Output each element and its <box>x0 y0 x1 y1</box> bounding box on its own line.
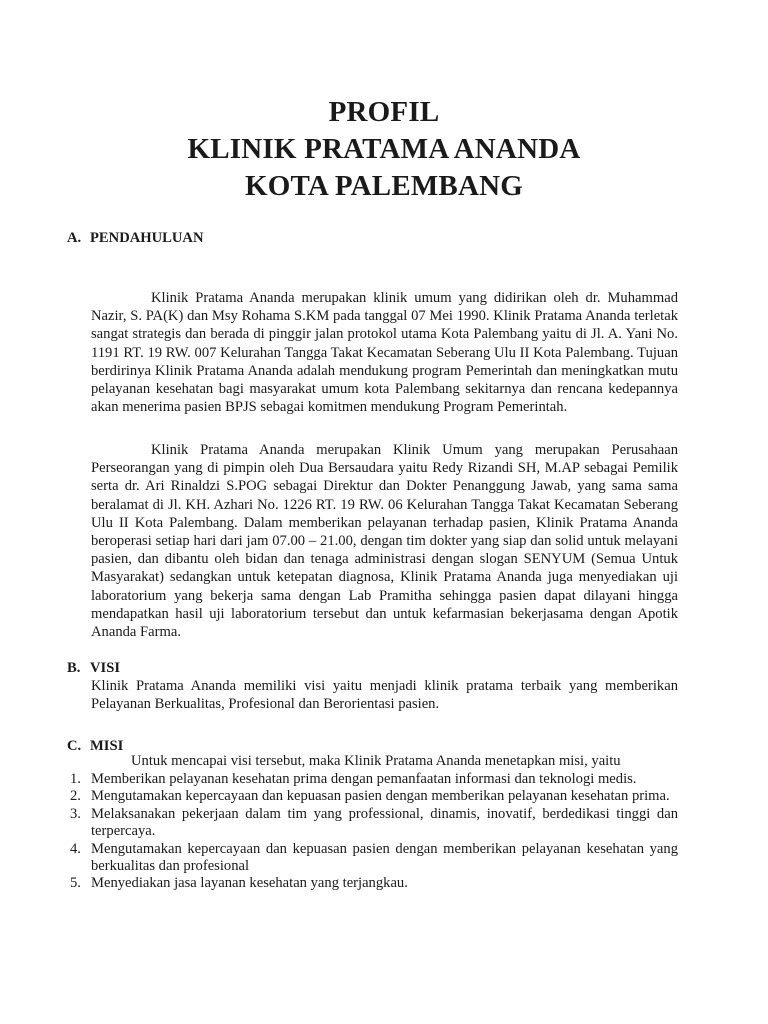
misi-item-text: Memberikan pelayanan kesehatan prima dengan pemanfaatan informasi dan teknologi medis. <box>91 771 637 787</box>
section-b-heading <box>67 659 120 677</box>
title-line-2: KLINIK PRATAMA ANANDA <box>187 133 581 165</box>
pendahuluan-paragraph-1: Klinik Pratama Ananda merupakan klinik umum yang didirikan oleh dr. Muhammad Nazir, S. PA(K) dan Msy Rohama S.KM pada tanggal 07 Mei 1990. Klinik Pratama Ananda terletak sangat strategis dan berada di pinggir jalan protokol utama Kota Palembang yaitu di Jl. A. Yani No. 1191 RT. 19 RW. 007 Kelurahan Tangga Takat Kecamatan Seberang Ulu II Kota Palembang. Tujuan berdirinya Klinik Pratama Ananda adalah mendukung program Pemerintah dan meningkatkan mutu pelayanan kesehatan bagi masyarakat umum kota Palembang sekitarnya dan rencana kedepannya akan menerima pasien BPJS sebagai komitmen mendukung Program Pemerintah. <box>91 290 678 416</box>
misi-item <box>70 806 678 841</box>
title-line-1: PROFIL <box>328 96 440 128</box>
section-b-title: VISI <box>90 660 121 676</box>
visi-paragraph: Klinik Pratama Ananda memiliki visi yaitu menjadi klinik pratama terbaik yang memberikan Pelayanan Berkualitas, Profesional dan Berorientasi pasien. <box>91 678 678 713</box>
pendahuluan-paragraph-2: Klinik Pratama Ananda merupakan Klinik Umum yang merupakan Perusahaan Perseorangan yang di pimpin oleh Dua Bersaudara yaitu Redy Rizandi SH, M.AP sebagai Pemilik serta dr. Ari Rinaldzi S.POG sebagai Direktur dan Dokter Penanggung Jawab, yang sama sama beralamat di Jl. KH. Azhari No. 1226 RT. 19 RW. 06 Kelurahan Tangga Takat Kecamatan Seberang Ulu II Kota Palembang. Dalam memberikan pelayanan terhadap pasien, Klinik Pratama Ananda beroperasi setiap hari dari jam 07.00 – 21.00, dengan tim dokter yang siap dan solid untuk melayani pasien, dan dibantu oleh bidan dan tenaga administrasi dengan slogan SENYUM (Semua Untuk Masyarakat) sedangkan untuk ketepatan diagnosa, Klinik Pratama Ananda juga menyediakan uji laboratorium yang bekerja sama dengan Lab Pramitha sehingga pasien dapat dilayani hingga mendapatkan hasil uji laboratorium tersebut dan untuk kefarmasian bekerjasama dengan Apotik Ananda Farma. <box>91 442 678 641</box>
misi-item-number: 2. <box>70 788 81 805</box>
misi-item-text: Mengutamakan kepercayaan dan kepuasan pasien dengan memberikan pelayanan kesehatan yang berkualitas dan profesional <box>91 840 678 875</box>
misi-item-number: 3. <box>70 805 81 822</box>
misi-intro: Untuk mencapai visi tersebut, maka Klinik Pratama Ananda menetapkan misi, yaitu <box>131 753 621 769</box>
section-c-letter: C. <box>67 738 82 754</box>
misi-item-number: 5. <box>70 875 81 892</box>
misi-item <box>70 771 678 788</box>
section-a-title: PENDAHULUAN <box>90 230 204 246</box>
misi-item-text: Mengutamakan kepercayaan dan kepuasan pasien dengan memberikan pelayanan kesehatan prima. <box>91 788 670 805</box>
section-a-heading <box>67 229 204 247</box>
misi-item-text: Menyediakan jasa layanan kesehatan yang terjangkau. <box>91 875 408 892</box>
misi-item <box>70 841 678 876</box>
misi-item-text: Melaksanakan pekerjaan dalam tim yang professional, dinamis, inovatif, berdedikasi tinggi dan terpercaya. <box>91 805 678 840</box>
section-a-letter: A. <box>67 230 82 246</box>
misi-list <box>70 771 678 893</box>
title-line-3: KOTA PALEMBANG <box>244 170 524 202</box>
misi-item <box>70 875 678 892</box>
section-c-title: MISI <box>90 738 124 754</box>
section-c-heading <box>67 737 123 755</box>
document-title <box>0 94 768 205</box>
misi-item-number: 4. <box>70 840 81 857</box>
section-b-letter: B. <box>67 660 81 676</box>
misi-item <box>70 788 678 805</box>
misi-item-number: 1. <box>70 771 81 787</box>
